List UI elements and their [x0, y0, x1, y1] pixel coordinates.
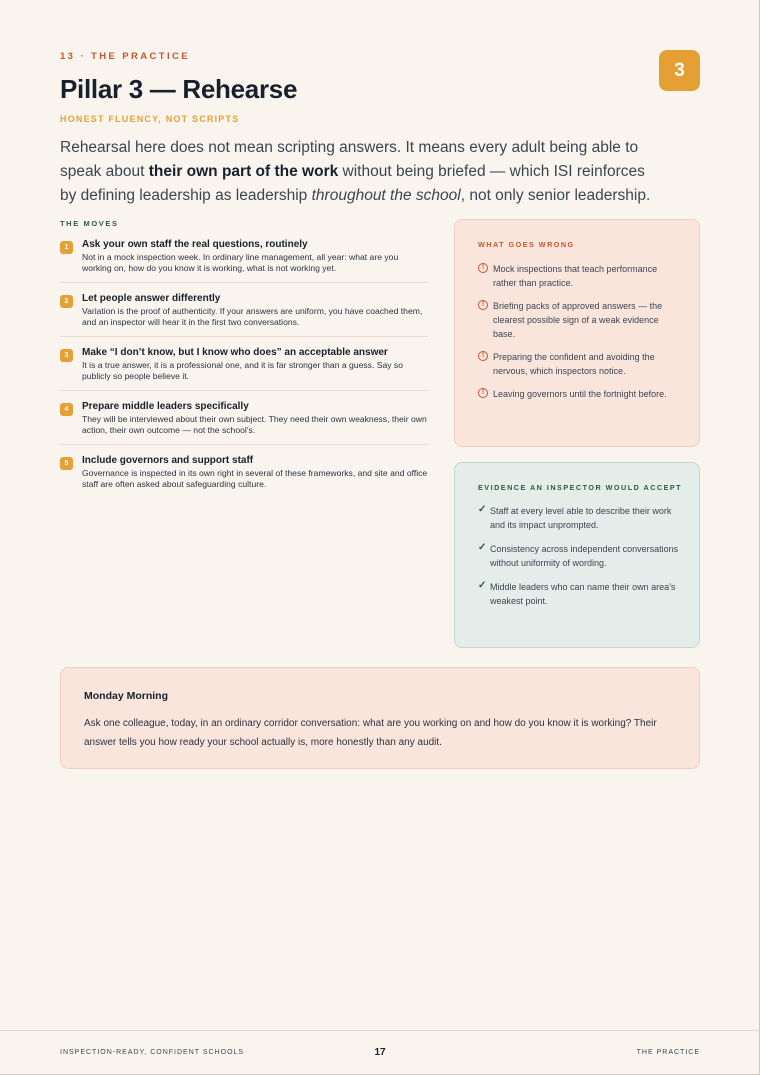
list-item	[478, 542, 683, 570]
move-title: Make “I don’t know, but I know who does” an acceptable answer	[82, 347, 388, 358]
check-icon: ✓	[478, 580, 487, 591]
what-goes-wrong-list	[478, 262, 683, 410]
move-body: It is a true answer, it is a professional one, and it is far stronger than a guess. Say so publicly so people believe it.	[82, 360, 404, 381]
list-item	[478, 262, 683, 290]
page-number-text: 17	[374, 1047, 386, 1058]
warning-icon: !	[478, 263, 488, 273]
monday-morning-body: Ask one colleague, today, in an ordinary corridor conversation: what are you working on and how do you know it is working? Their answer tells you how ready your school actually is, more honestly than any audit.	[84, 718, 657, 748]
move-item	[60, 454, 428, 498]
move-item	[60, 238, 428, 283]
move-title: Let people answer differently	[82, 293, 221, 304]
section-eyebrow: 13 · THE PRACTICE	[60, 51, 191, 62]
move-body: They will be interviewed about their own subject. They need their own weakness, their own action, their own outcome — not the school’s.	[82, 414, 427, 435]
move-item	[60, 292, 428, 337]
moves-list	[60, 238, 428, 507]
intro-paragraph	[60, 136, 660, 208]
move-body: Governance is inspected in its own right in several of these frameworks, and site and office staff are often asked about safeguarding culture.	[82, 468, 428, 489]
list-item-text: Middle leaders who can name their own area’s weakest point.	[490, 582, 676, 606]
intro-text-2: without being briefed — which ISI reinforces by defining leadership as leadership	[60, 163, 645, 204]
list-item	[478, 387, 683, 401]
move-number-badge: 3	[60, 349, 73, 362]
intro-bold: their own part of the work	[148, 163, 339, 180]
warning-icon: !	[478, 388, 488, 398]
move-number-badge: 1	[60, 241, 73, 254]
warning-icon: !	[478, 300, 488, 310]
move-body: Not in a mock inspection week. In ordinary line management, all year: what are you working on, how do you know it is working, what is not working yet.	[82, 252, 399, 273]
list-item-text: Consistency across independent conversations without uniformity of wording.	[490, 544, 679, 568]
move-item	[60, 400, 428, 445]
list-item-text: Briefing packs of approved answers — the clearest possible sign of a weak evidence base.	[493, 301, 663, 339]
pillar-number-badge: 3	[659, 50, 700, 91]
move-item	[60, 346, 428, 391]
check-icon: ✓	[478, 542, 487, 553]
move-title: Ask your own staff the real questions, routinely	[82, 239, 308, 250]
evidence-label: EVIDENCE AN INSPECTOR WOULD ACCEPT	[478, 483, 683, 492]
what-goes-wrong-label: WHAT GOES WRONG	[478, 240, 575, 249]
intro-text-3: , not only senior leadership.	[460, 187, 651, 204]
what-goes-wrong-panel	[454, 219, 700, 447]
list-item-text: Staff at every level able to describe their work and its impact unprompted.	[490, 506, 672, 530]
move-title: Include governors and support staff	[82, 455, 254, 466]
move-number-badge: 4	[60, 403, 73, 416]
list-item-text: Preparing the confident and avoiding the nervous, which inspectors notice.	[493, 352, 655, 376]
move-title: Prepare middle leaders specifically	[82, 401, 249, 412]
evidence-panel	[454, 462, 700, 648]
intro-italic: throughout the school	[311, 187, 461, 204]
moves-label: THE MOVES	[60, 219, 119, 228]
list-item	[478, 580, 683, 608]
check-icon: ✓	[478, 504, 487, 515]
footer-divider	[0, 1030, 760, 1031]
page-title: Pillar 3 — Rehearse	[60, 74, 298, 104]
move-number-badge: 5	[60, 457, 73, 470]
intro-text-1: Rehearsal here does not mean scripting answers. It means every adult being able to speak about	[60, 139, 639, 180]
move-body: Variation is the proof of authenticity. If your answers are uniform, you have coached them, and an inspector will hear it in the first two conversations.	[82, 306, 423, 327]
page-subtitle: HONEST FLUENCY, NOT SCRIPTS	[60, 114, 240, 124]
list-item-text: Leaving governors until the fortnight before.	[493, 389, 667, 399]
monday-morning-callout	[60, 667, 700, 769]
move-number-badge: 2	[60, 295, 73, 308]
list-item	[478, 504, 683, 532]
monday-morning-title: Monday Morning	[84, 690, 168, 702]
footer-section-name: THE PRACTICE	[636, 1049, 700, 1056]
warning-icon: !	[478, 351, 488, 361]
list-item-text: Mock inspections that teach performance rather than practice.	[493, 264, 658, 288]
list-item	[478, 299, 683, 341]
list-item	[478, 350, 683, 378]
footer-publication-title: INSPECTION-READY, CONFIDENT SCHOOLS	[60, 1049, 245, 1056]
evidence-list	[478, 504, 683, 618]
